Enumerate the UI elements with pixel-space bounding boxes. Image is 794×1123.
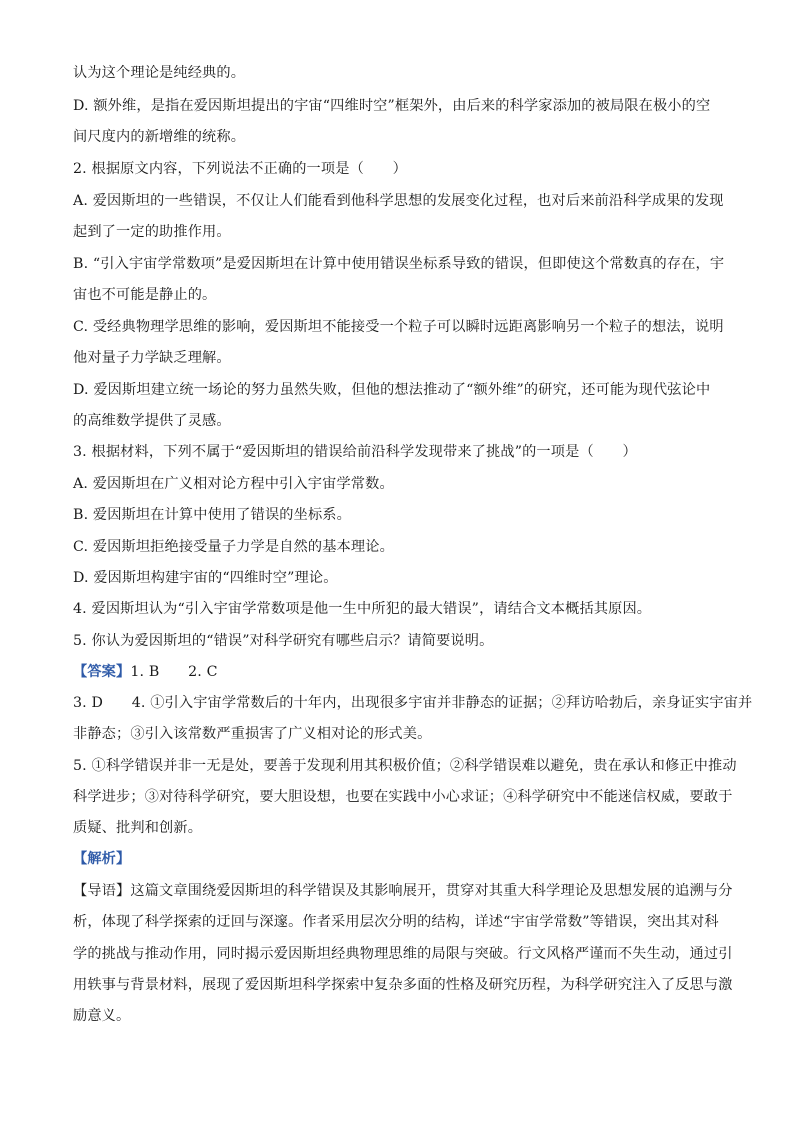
option-d-line: D. 爱因斯坦建立统一场论的努力虽然失败，但他的想法推动了“额外维”的研究，还可能为现代弦论中 [73, 382, 711, 398]
question-2: 2. 根据原文内容，下列说法不正确的一项是（ ） [73, 161, 407, 177]
answer-line: 非静态；③引入该常数严重损害了广义相对论的形式美。 [73, 726, 432, 742]
question-5: 5. 你认为爱因斯坦的“错误”对科学研究有哪些启示？请简要说明。 [73, 633, 494, 649]
option-b-line: B. “引入宇宙学常数项”是爱因斯坦在计算中使用错误坐标系导致的错误，但即使这个常数真的存在，宇 [73, 256, 725, 272]
analysis-line: 用轶事与背景材料，展现了爱因斯坦科学探索中复杂多面的性格及研究历程，为科学研究注入了反思与激 [73, 977, 733, 993]
answer-line: 科学进步；③对待科学研究，要大胆设想，也要在实践中小心求证；④科学研究中不能迷信权威，要敢于 [73, 789, 733, 805]
option-b-line: B. 爱因斯坦在计算中使用了错误的坐标系。 [73, 507, 351, 523]
answer-line [73, 662, 218, 682]
text-line: 的高维数学提供了灵感。 [73, 413, 231, 429]
answer-line: 5. ①科学错误并非一无是处，要善于发现利用其积极价值；②科学错误难以避免，贵在承认和修正中推动 [73, 758, 737, 774]
option-a-line: A. 爱因斯坦在广义相对论方程中引入宇宙学常数。 [73, 476, 394, 492]
answer-line: 质疑、批判和创新。 [73, 820, 203, 836]
text-line: 宙也不可能是静止的。 [73, 287, 217, 303]
option-c-line: C. 受经典物理学思维的影响，爱因斯坦不能接受一个粒子可以瞬时远距离影响另一个粒子的想法，说明 [73, 319, 724, 335]
question-4: 4. 爱因斯坦认为“引入宇宙学常数项是他一生中所犯的最大错误”，请结合文本概括其原因。 [73, 601, 652, 617]
analysis-line: 学的挑战与推动作用，同时揭示爱因斯坦经典物理思维的局限与突破。行文风格严谨而不失生动，通过引 [73, 946, 733, 962]
text-line: 他对量子力学缺乏理解。 [73, 350, 231, 366]
option-d-line: D. 额外维，是指在爱因斯坦提出的宇宙“四维时空”框架外，由后来的科学家添加的被局限在极小的空 [73, 98, 711, 114]
answer-text: 1. B 2. C [130, 664, 218, 680]
text-line: 起到了一定的助推作用。 [73, 224, 231, 240]
analysis-tag: 【解析】 [73, 851, 131, 867]
text-line: 间尺度内的新增维的统称。 [73, 129, 246, 145]
analysis-line: 【导语】这篇文章围绕爱因斯坦的科学错误及其影响展开，贯穿对其重大科学理论及思想发展的追溯与分 [73, 883, 733, 899]
text-line: 认为这个理论是纯经典的。 [73, 65, 246, 81]
analysis-line: 励意义。 [73, 1008, 131, 1024]
answer-line: 3. D 4. ①引入宇宙学常数后的十年内，出现很多宇宙并非静态的证据；②拜访哈勃后，亲身证实宇宙并 [73, 695, 753, 711]
analysis-line: 析，体现了科学探索的迂回与深邃。作者采用层次分明的结构，详述“宇宙学常数”等错误，突出其对科 [73, 914, 719, 930]
question-3: 3. 根据材料，下列不属于“爱因斯坦的错误给前沿科学发现带来了挑战”的一项是（ ） [73, 444, 637, 460]
option-d-line: D. 爱因斯坦构建宇宙的“四维时空”理论。 [73, 570, 338, 586]
option-c-line: C. 爱因斯坦拒绝接受量子力学是自然的基本理论。 [73, 539, 394, 555]
answer-tag: 【答案】 [73, 664, 131, 680]
option-a-line: A. 爱因斯坦的一些错误，不仅让人们能看到他科学思想的发展变化过程，也对后来前沿科学成果的发现 [73, 193, 724, 209]
